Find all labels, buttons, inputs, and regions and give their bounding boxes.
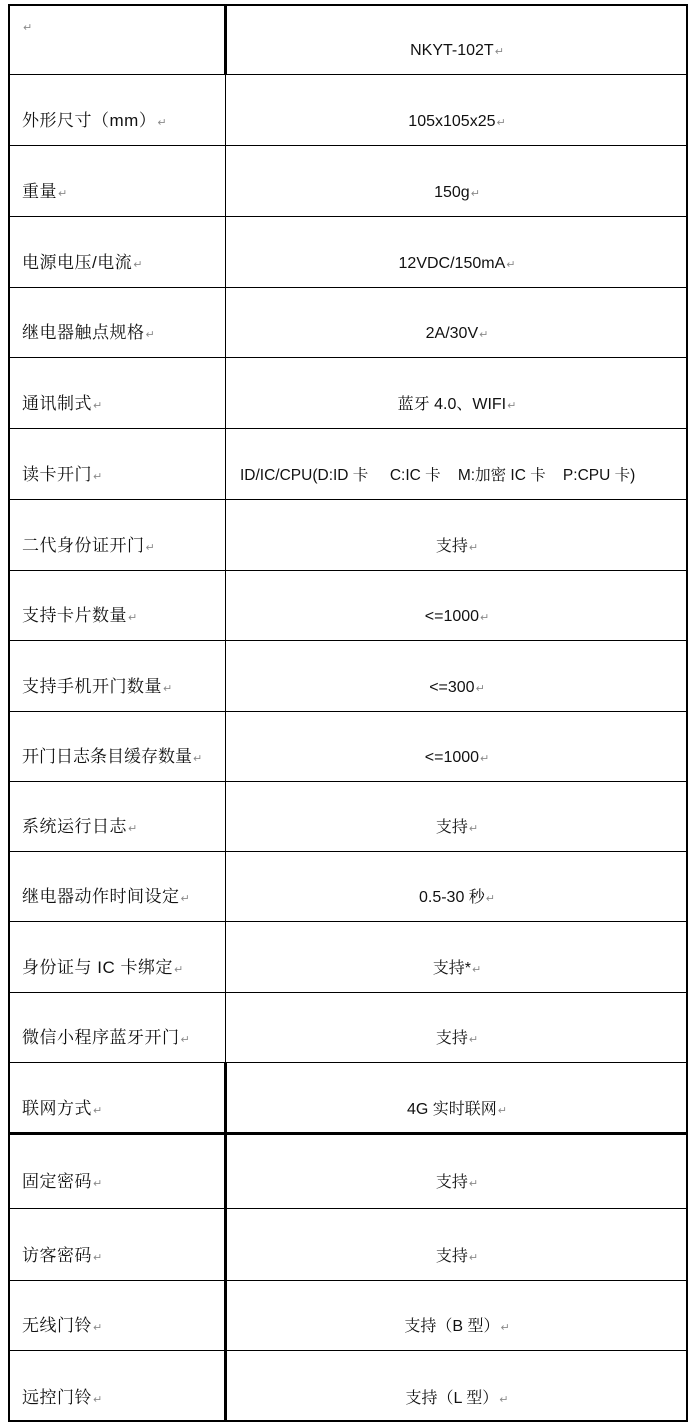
paragraph-mark-icon: ↵ (479, 329, 489, 341)
row-divider (8, 428, 688, 429)
paragraph-mark-icon: ↵ (58, 188, 68, 200)
table-row (8, 216, 688, 287)
row-label: 重量↵ (22, 182, 68, 201)
row-label: 开门日志条目缓存数量↵ (22, 747, 203, 766)
table-row (8, 570, 688, 640)
row-divider (8, 640, 688, 641)
row-value-cell (226, 1062, 688, 1133)
paragraph-mark-icon: ↵ (93, 471, 103, 483)
table-row (8, 851, 688, 921)
paragraph-mark-icon: ↵ (93, 1178, 103, 1190)
row-label-cell (8, 640, 226, 711)
table-border-right (686, 4, 688, 1422)
row-divider (8, 287, 688, 288)
row-label-cell (8, 1062, 226, 1133)
row-value-cell (226, 428, 688, 499)
row-value-cell (226, 640, 688, 711)
row-label: 联网方式↵ (22, 1099, 103, 1118)
row-label: 支持手机开门数量↵ (22, 677, 173, 696)
paragraph-mark-icon: ↵ (472, 964, 482, 976)
model-number: NKYT-102T↵ (410, 42, 504, 59)
row-divider (8, 711, 688, 712)
row-divider (8, 1280, 688, 1281)
row-value-cell (226, 216, 688, 287)
row-label-cell (8, 287, 226, 357)
row-value: 支持↵ (435, 819, 479, 836)
paragraph-mark-icon: ↵ (468, 1034, 479, 1046)
row-divider (8, 1208, 688, 1209)
row-label: 读卡开门↵ (22, 465, 103, 484)
row-divider (8, 499, 688, 500)
row-label: 继电器触点规格↵ (22, 323, 156, 342)
row-label: 身份证与 IC 卡绑定↵ (22, 958, 184, 977)
paragraph-mark-icon: ↵ (93, 400, 103, 412)
table-row (8, 287, 688, 357)
row-value-cell (226, 781, 688, 851)
row-label-cell (8, 499, 226, 570)
row-label-cell (8, 921, 226, 992)
row-divider (8, 1062, 688, 1063)
row-label: 继电器动作时间设定↵ (22, 887, 191, 906)
row-value-cell (226, 145, 688, 216)
paragraph-mark-icon: ↵ (128, 823, 138, 835)
row-label-cell (8, 1350, 226, 1422)
header-value-cell (226, 4, 688, 74)
paragraph-mark-icon: ↵ (500, 1322, 510, 1334)
row-divider (8, 1132, 688, 1135)
paragraph-mark-icon: ↵ (180, 1034, 191, 1046)
row-value: <=300↵ (429, 679, 485, 696)
row-value: 105x105x25↵ (408, 113, 506, 130)
row-label-cell (8, 992, 226, 1062)
row-divider (8, 570, 688, 571)
row-divider (8, 145, 688, 146)
table-row (8, 921, 688, 992)
column-divider-thick (224, 1062, 227, 1422)
row-label: 支持卡片数量↵ (22, 606, 138, 625)
paragraph-mark-icon: ↵ (480, 753, 490, 765)
paragraph-mark-icon: ↵ (507, 400, 517, 412)
row-value-cell (226, 711, 688, 781)
paragraph-mark-icon: ↵ (468, 1252, 479, 1264)
row-label: 远控门铃↵ (22, 1388, 103, 1407)
paragraph-mark-icon: ↵ (499, 1394, 509, 1406)
table-row (8, 74, 688, 145)
row-label-cell (8, 570, 226, 640)
row-value-cell (226, 499, 688, 570)
paragraph-mark-icon: ↵ (180, 893, 191, 905)
paragraph-mark-icon: ↵ (494, 46, 504, 58)
paragraph-mark-icon: ↵ (163, 683, 173, 695)
row-value: 150g↵ (434, 184, 480, 201)
row-label: 电源电压/电流↵ (22, 253, 143, 272)
table-row (8, 711, 688, 781)
paragraph-mark-icon: ↵ (470, 188, 480, 200)
paragraph-mark-icon: ↵ (468, 1178, 479, 1190)
row-divider (8, 992, 688, 993)
row-value: 2A/30V↵ (425, 325, 489, 342)
paragraph-mark-icon: ↵ (475, 683, 485, 695)
paragraph-mark-icon: ↵ (157, 117, 168, 129)
header-label-cell (8, 4, 226, 74)
table-row (8, 499, 688, 570)
row-value: 支持↵ (435, 1174, 479, 1191)
row-label-cell (8, 711, 226, 781)
paragraph-mark-icon: ↵ (468, 542, 479, 554)
row-label-cell (8, 74, 226, 145)
paragraph-mark-icon: ↵ (133, 259, 143, 271)
row-value: 支持↵ (435, 538, 479, 555)
column-divider-thick (224, 4, 227, 74)
table-row (8, 1350, 688, 1422)
row-label-cell (8, 428, 226, 499)
row-value: 4G 实时联网↵ (406, 1101, 507, 1118)
table-row (8, 145, 688, 216)
row-label-cell (8, 357, 226, 428)
row-value: 支持（B 型）↵ (404, 1318, 510, 1335)
row-value: 支持↵ (435, 1248, 479, 1265)
table-row (8, 781, 688, 851)
row-label-cell (8, 781, 226, 851)
row-divider (8, 357, 688, 358)
row-divider (8, 781, 688, 782)
paragraph-mark-icon: ↵ (145, 542, 156, 554)
paragraph-mark-icon: ↵ (485, 893, 496, 905)
table-row (8, 1280, 688, 1350)
paragraph-mark-icon: ↵ (93, 1394, 103, 1406)
row-value: 蓝牙 4.0、WIFI↵ (397, 396, 517, 413)
row-value-cell (226, 1280, 688, 1350)
paragraph-mark-icon: ↵ (496, 117, 506, 129)
row-value-cell (226, 570, 688, 640)
header-label (22, 16, 33, 36)
row-label: 无线门铃↵ (22, 1316, 103, 1335)
row-label-cell (8, 1133, 226, 1208)
paragraph-mark-icon: ↵ (93, 1322, 103, 1334)
paragraph-mark-icon: ↵ (468, 823, 479, 835)
row-value-cell (226, 1208, 688, 1280)
row-label: 访客密码↵ (22, 1246, 103, 1265)
row-value: 0.5-30 秒↵ (418, 889, 496, 906)
row-divider (8, 851, 688, 852)
row-label-cell (8, 1208, 226, 1280)
paragraph-mark-icon: ↵ (506, 259, 516, 271)
table-row (8, 992, 688, 1062)
row-value: 支持↵ (435, 1030, 479, 1047)
row-value: ID/IC/CPU(D:ID 卡 C:IC 卡 M:加密 IC 卡 P:CPU 卡) (240, 467, 636, 484)
paragraph-mark-icon: ↵ (23, 22, 33, 34)
row-label: 固定密码↵ (22, 1172, 103, 1191)
row-label: 二代身份证开门↵ (22, 536, 156, 555)
row-divider (8, 1350, 688, 1351)
table-row (8, 357, 688, 428)
table-row (8, 640, 688, 711)
paragraph-mark-icon: ↵ (480, 612, 490, 624)
table-border-top (8, 4, 688, 6)
row-value-cell (226, 1133, 688, 1208)
row-value: <=1000↵ (424, 608, 490, 625)
row-value: 支持*↵ (432, 960, 482, 977)
row-value-cell (226, 851, 688, 921)
row-value-cell (226, 287, 688, 357)
row-divider (8, 216, 688, 217)
row-value-cell (226, 74, 688, 145)
paragraph-mark-icon: ↵ (128, 612, 138, 624)
row-label: 系统运行日志↵ (22, 817, 138, 836)
row-value-cell (226, 357, 688, 428)
row-label-cell (8, 216, 226, 287)
row-label-cell (8, 851, 226, 921)
table-row (8, 1062, 688, 1133)
table-row (8, 1208, 688, 1280)
table-row (8, 428, 688, 499)
row-divider (8, 74, 688, 75)
paragraph-mark-icon: ↵ (145, 329, 156, 341)
row-label: 微信小程序蓝牙开门↵ (22, 1028, 191, 1047)
table-border-left (8, 4, 10, 1422)
paragraph-mark-icon: ↵ (93, 1105, 103, 1117)
row-label: 通讯制式↵ (22, 394, 103, 413)
paragraph-mark-icon: ↵ (193, 753, 203, 765)
row-label-cell (8, 1280, 226, 1350)
paragraph-mark-icon: ↵ (497, 1105, 507, 1117)
row-divider (8, 921, 688, 922)
table-row (8, 1133, 688, 1208)
row-value-cell (226, 1350, 688, 1422)
row-value-cell (226, 992, 688, 1062)
row-label-cell (8, 145, 226, 216)
row-label: 外形尺寸（mm）↵ (22, 111, 168, 130)
header-row (8, 4, 688, 74)
table-border-bottom (8, 1420, 688, 1422)
paragraph-mark-icon: ↵ (173, 964, 184, 976)
row-value: <=1000↵ (424, 749, 490, 766)
row-value-cell (226, 921, 688, 992)
row-value: 12VDC/150mA↵ (398, 255, 516, 272)
paragraph-mark-icon: ↵ (93, 1252, 103, 1264)
row-value: 支持（L 型）↵ (405, 1390, 509, 1407)
